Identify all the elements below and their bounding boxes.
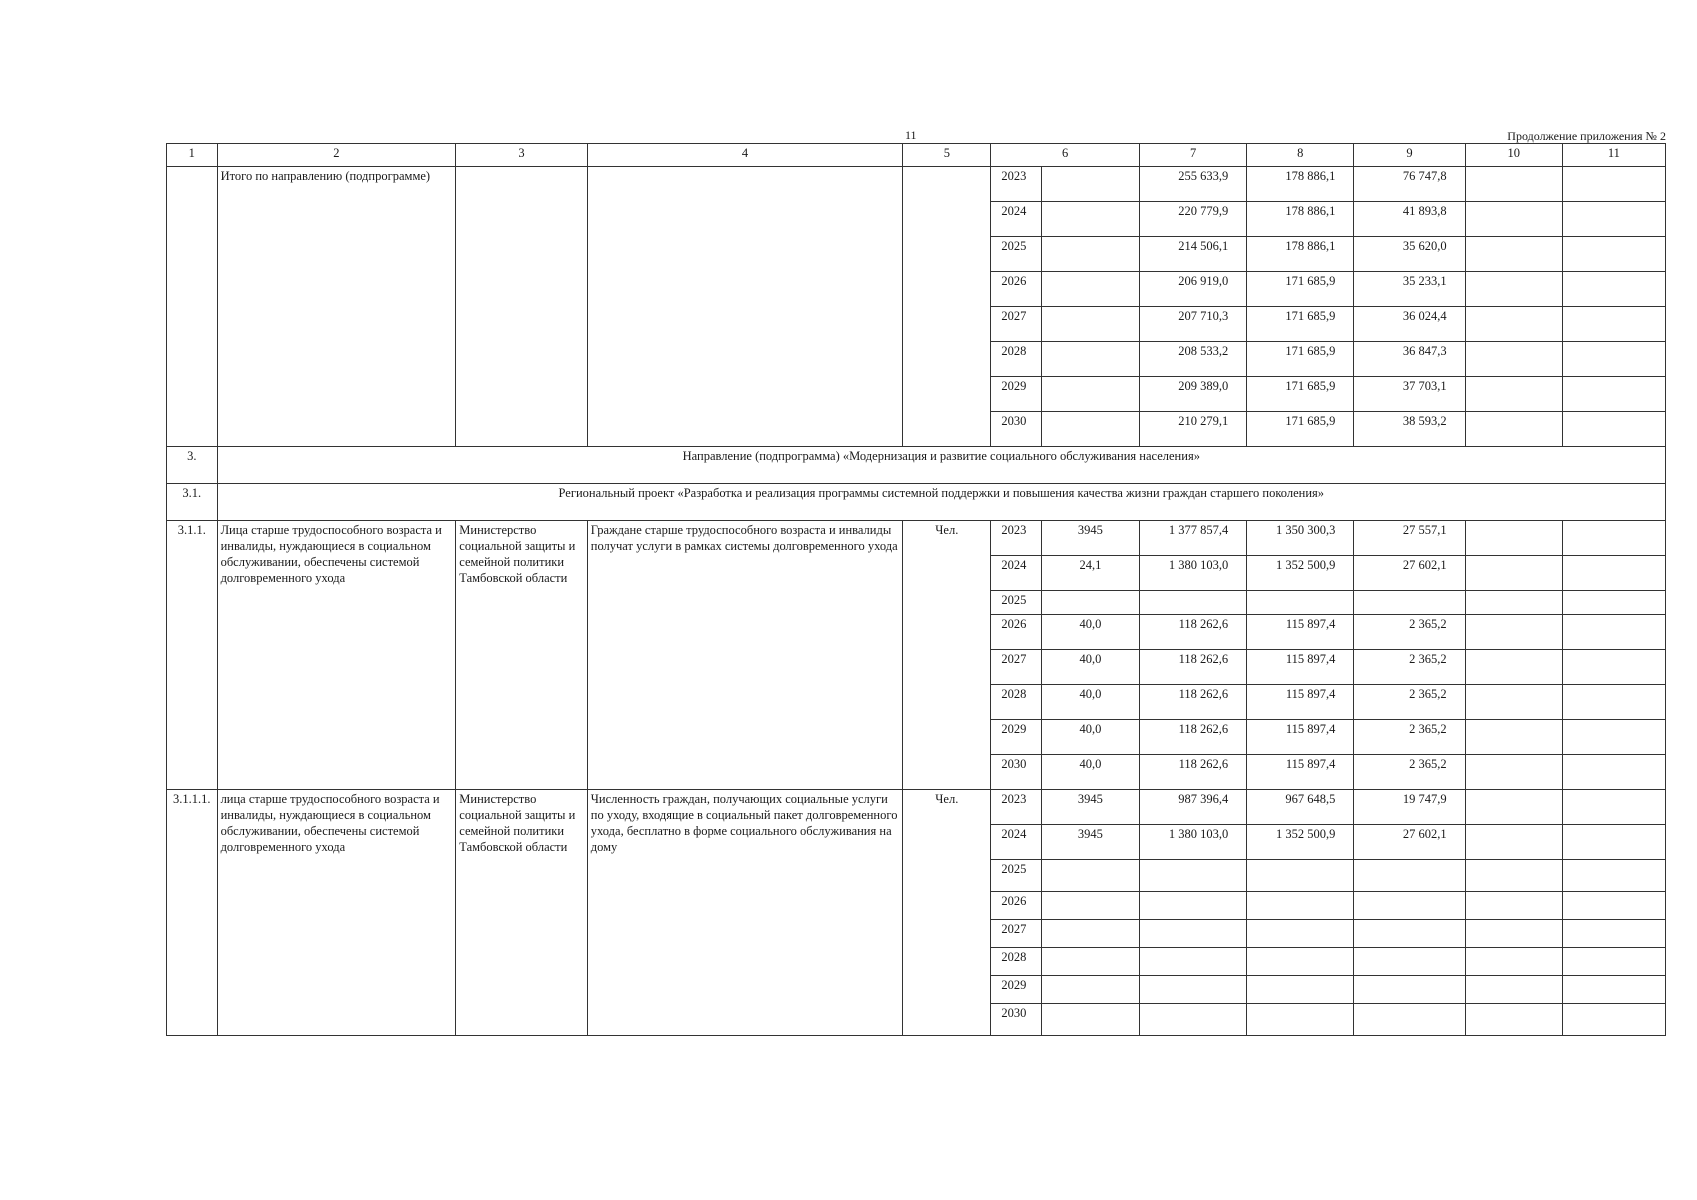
value-col11 — [1562, 237, 1665, 272]
value-col11 — [1562, 615, 1665, 650]
year-cell: 2027 — [991, 920, 1042, 948]
value-col6 — [1041, 342, 1139, 377]
table-row — [167, 521, 1666, 556]
value-col10 — [1465, 342, 1562, 377]
value-col11 — [1562, 202, 1665, 237]
header-cell: 9 — [1354, 144, 1465, 167]
value-col9 — [1354, 920, 1465, 948]
value-col8: 171 685,9 — [1247, 342, 1354, 377]
value-col10 — [1465, 1004, 1562, 1036]
value-col8: 171 685,9 — [1247, 307, 1354, 342]
header-cell: 3 — [456, 144, 587, 167]
value-col8: 115 897,4 — [1247, 720, 1354, 755]
value-col11 — [1562, 342, 1665, 377]
value-col8: 115 897,4 — [1247, 650, 1354, 685]
value-col8: 1 352 500,9 — [1247, 825, 1354, 860]
value-col7: 118 262,6 — [1139, 615, 1246, 650]
header-row — [167, 144, 1666, 167]
value-col9 — [1354, 976, 1465, 1004]
value-col9: 19 747,9 — [1354, 790, 1465, 825]
value-col7 — [1139, 976, 1246, 1004]
value-col11 — [1562, 976, 1665, 1004]
value-col8 — [1247, 591, 1354, 615]
header-cell: 5 — [903, 144, 991, 167]
value-col9: 2 365,2 — [1354, 720, 1465, 755]
value-col8: 1 350 300,3 — [1247, 521, 1354, 556]
table-row — [167, 167, 1666, 202]
value-col9: 2 365,2 — [1354, 615, 1465, 650]
row-name: Лица старше трудоспособного возраста и инвалиды, нуждающиеся в социальном обслуживании, обеспечены системой долговременного ухода — [217, 521, 456, 790]
value-col7: 1 380 103,0 — [1139, 556, 1246, 591]
value-col8: 115 897,4 — [1247, 615, 1354, 650]
header-cell: 6 — [991, 144, 1140, 167]
value-col7: 118 262,6 — [1139, 650, 1246, 685]
value-col6: 3945 — [1041, 790, 1139, 825]
value-col7: 214 506,1 — [1139, 237, 1246, 272]
value-col10 — [1465, 650, 1562, 685]
value-col7 — [1139, 591, 1246, 615]
value-col6 — [1041, 307, 1139, 342]
value-col10 — [1465, 860, 1562, 892]
value-col11 — [1562, 720, 1665, 755]
value-col8: 1 352 500,9 — [1247, 556, 1354, 591]
header-cell: 10 — [1465, 144, 1562, 167]
year-cell: 2028 — [991, 685, 1042, 720]
row-number — [167, 167, 218, 447]
value-col7: 220 779,9 — [1139, 202, 1246, 237]
value-col9: 35 233,1 — [1354, 272, 1465, 307]
row-unit: Чел. — [903, 521, 991, 790]
value-col9: 27 602,1 — [1354, 556, 1465, 591]
value-col8 — [1247, 860, 1354, 892]
value-col6 — [1041, 1004, 1139, 1036]
value-col11 — [1562, 860, 1665, 892]
value-col7: 118 262,6 — [1139, 720, 1246, 755]
value-col6: 40,0 — [1041, 720, 1139, 755]
year-cell: 2028 — [991, 948, 1042, 976]
row-unit — [903, 167, 991, 447]
value-col8: 115 897,4 — [1247, 685, 1354, 720]
value-col7: 255 633,9 — [1139, 167, 1246, 202]
page-number: 11 — [905, 128, 917, 142]
value-col9 — [1354, 860, 1465, 892]
program-table — [166, 143, 1666, 1036]
value-col6 — [1041, 976, 1139, 1004]
value-col8 — [1247, 948, 1354, 976]
value-col10 — [1465, 377, 1562, 412]
value-col7 — [1139, 860, 1246, 892]
value-col11 — [1562, 377, 1665, 412]
value-col11 — [1562, 591, 1665, 615]
year-cell: 2023 — [991, 790, 1042, 825]
value-col6 — [1041, 948, 1139, 976]
value-col8: 178 886,1 — [1247, 202, 1354, 237]
value-col6 — [1041, 920, 1139, 948]
year-cell: 2025 — [991, 860, 1042, 892]
section-number: 3. — [167, 447, 218, 484]
value-col11 — [1562, 521, 1665, 556]
value-col10 — [1465, 790, 1562, 825]
value-col9: 2 365,2 — [1354, 685, 1465, 720]
value-col11 — [1562, 755, 1665, 790]
row-indicator: Граждане старше трудоспособного возраста и инвалиды получат услуги в рамках системы долговременного ухода — [587, 521, 903, 790]
value-col9: 2 365,2 — [1354, 650, 1465, 685]
value-col6 — [1041, 167, 1139, 202]
value-col6: 24,1 — [1041, 556, 1139, 591]
value-col10 — [1465, 615, 1562, 650]
year-cell: 2024 — [991, 825, 1042, 860]
value-col7: 1 377 857,4 — [1139, 521, 1246, 556]
value-col10 — [1465, 202, 1562, 237]
value-col7: 209 389,0 — [1139, 377, 1246, 412]
row-executor: Министерство социальной защиты и семейной политики Тамбовской области — [456, 790, 587, 1036]
value-col10 — [1465, 892, 1562, 920]
value-col11 — [1562, 307, 1665, 342]
value-col6 — [1041, 591, 1139, 615]
value-col11 — [1562, 167, 1665, 202]
value-col11 — [1562, 825, 1665, 860]
value-col6: 3945 — [1041, 825, 1139, 860]
value-col11 — [1562, 412, 1665, 447]
value-col10 — [1465, 755, 1562, 790]
value-col8 — [1247, 892, 1354, 920]
value-col7: 206 919,0 — [1139, 272, 1246, 307]
value-col8: 171 685,9 — [1247, 377, 1354, 412]
value-col6: 40,0 — [1041, 650, 1139, 685]
value-col10 — [1465, 556, 1562, 591]
header-cell: 4 — [587, 144, 903, 167]
value-col8 — [1247, 1004, 1354, 1036]
value-col9: 27 602,1 — [1354, 825, 1465, 860]
value-col7: 987 396,4 — [1139, 790, 1246, 825]
table-body — [167, 144, 1666, 1036]
value-col10 — [1465, 948, 1562, 976]
section-number: 3.1. — [167, 484, 218, 521]
value-col11 — [1562, 1004, 1665, 1036]
value-col9: 76 747,8 — [1354, 167, 1465, 202]
value-col8: 178 886,1 — [1247, 167, 1354, 202]
value-col10 — [1465, 976, 1562, 1004]
value-col6: 3945 — [1041, 521, 1139, 556]
year-cell: 2025 — [991, 591, 1042, 615]
year-cell: 2025 — [991, 237, 1042, 272]
value-col10 — [1465, 167, 1562, 202]
value-col11 — [1562, 790, 1665, 825]
table-row — [167, 790, 1666, 825]
value-col10 — [1465, 272, 1562, 307]
value-col7: 118 262,6 — [1139, 755, 1246, 790]
value-col11 — [1562, 650, 1665, 685]
value-col7 — [1139, 920, 1246, 948]
year-cell: 2030 — [991, 755, 1042, 790]
value-col9: 36 024,4 — [1354, 307, 1465, 342]
value-col7: 208 533,2 — [1139, 342, 1246, 377]
value-col10 — [1465, 412, 1562, 447]
value-col8: 115 897,4 — [1247, 755, 1354, 790]
value-col10 — [1465, 920, 1562, 948]
value-col7 — [1139, 948, 1246, 976]
year-cell: 2029 — [991, 976, 1042, 1004]
value-col7: 118 262,6 — [1139, 685, 1246, 720]
value-col8: 178 886,1 — [1247, 237, 1354, 272]
value-col9 — [1354, 948, 1465, 976]
value-col6 — [1041, 272, 1139, 307]
value-col6 — [1041, 237, 1139, 272]
value-col11 — [1562, 685, 1665, 720]
value-col6 — [1041, 412, 1139, 447]
row-number: 3.1.1.1. — [167, 790, 218, 1036]
header-cell: 11 — [1562, 144, 1665, 167]
row-name: лица старше трудоспособного возраста и инвалиды, нуждающиеся в социальном обслуживании, обеспечены системой долговременного ухода — [217, 790, 456, 1036]
value-col10 — [1465, 237, 1562, 272]
value-col9: 37 703,1 — [1354, 377, 1465, 412]
year-cell: 2026 — [991, 272, 1042, 307]
section-title: Направление (подпрограмма) «Модернизация и развитие социального обслуживания населения» — [217, 447, 1665, 484]
year-cell: 2030 — [991, 1004, 1042, 1036]
value-col6 — [1041, 377, 1139, 412]
row-indicator: Численность граждан, получающих социальные услуги по уходу, входящие в социальный пакет долговременного ухода, бесплатно в форме социального обслуживания на дому — [587, 790, 903, 1036]
section-row — [167, 447, 1666, 484]
year-cell: 2024 — [991, 202, 1042, 237]
value-col8 — [1247, 920, 1354, 948]
year-cell: 2030 — [991, 412, 1042, 447]
value-col11 — [1562, 272, 1665, 307]
value-col8: 967 648,5 — [1247, 790, 1354, 825]
value-col10 — [1465, 521, 1562, 556]
value-col7: 207 710,3 — [1139, 307, 1246, 342]
value-col10 — [1465, 825, 1562, 860]
value-col7 — [1139, 892, 1246, 920]
year-cell: 2023 — [991, 521, 1042, 556]
value-col7 — [1139, 1004, 1246, 1036]
value-col9: 36 847,3 — [1354, 342, 1465, 377]
row-executor — [456, 167, 587, 447]
row-indicator — [587, 167, 903, 447]
value-col11 — [1562, 920, 1665, 948]
year-cell: 2026 — [991, 615, 1042, 650]
value-col10 — [1465, 307, 1562, 342]
value-col9 — [1354, 892, 1465, 920]
value-col9 — [1354, 591, 1465, 615]
value-col7: 1 380 103,0 — [1139, 825, 1246, 860]
value-col9: 35 620,0 — [1354, 237, 1465, 272]
value-col9: 38 593,2 — [1354, 412, 1465, 447]
value-col10 — [1465, 591, 1562, 615]
value-col8: 171 685,9 — [1247, 272, 1354, 307]
value-col10 — [1465, 720, 1562, 755]
value-col6 — [1041, 860, 1139, 892]
year-cell: 2026 — [991, 892, 1042, 920]
value-col6: 40,0 — [1041, 615, 1139, 650]
value-col9: 2 365,2 — [1354, 755, 1465, 790]
value-col9 — [1354, 1004, 1465, 1036]
value-col9: 41 893,8 — [1354, 202, 1465, 237]
header-cell: 1 — [167, 144, 218, 167]
value-col6 — [1041, 202, 1139, 237]
header-cell: 8 — [1247, 144, 1354, 167]
row-executor: Министерство социальной защиты и семейной политики Тамбовской области — [456, 521, 587, 790]
row-unit: Чел. — [903, 790, 991, 1036]
year-cell: 2029 — [991, 720, 1042, 755]
value-col11 — [1562, 892, 1665, 920]
year-cell: 2028 — [991, 342, 1042, 377]
header-cell: 2 — [217, 144, 456, 167]
row-name: Итого по направлению (подпрограмме) — [217, 167, 456, 447]
appendix-note: Продолжение приложения № 2 — [1507, 129, 1666, 143]
value-col6: 40,0 — [1041, 755, 1139, 790]
value-col11 — [1562, 948, 1665, 976]
year-cell: 2023 — [991, 167, 1042, 202]
year-cell: 2027 — [991, 650, 1042, 685]
value-col6: 40,0 — [1041, 685, 1139, 720]
value-col9: 27 557,1 — [1354, 521, 1465, 556]
section-title: Региональный проект «Разработка и реализация программы системной поддержки и повышения качества жизни граждан старшего поколения» — [217, 484, 1665, 521]
value-col8: 171 685,9 — [1247, 412, 1354, 447]
value-col10 — [1465, 685, 1562, 720]
year-cell: 2024 — [991, 556, 1042, 591]
year-cell: 2027 — [991, 307, 1042, 342]
row-number: 3.1.1. — [167, 521, 218, 790]
header-cell: 7 — [1139, 144, 1246, 167]
value-col7: 210 279,1 — [1139, 412, 1246, 447]
value-col6 — [1041, 892, 1139, 920]
value-col11 — [1562, 556, 1665, 591]
section-row — [167, 484, 1666, 521]
value-col8 — [1247, 976, 1354, 1004]
year-cell: 2029 — [991, 377, 1042, 412]
